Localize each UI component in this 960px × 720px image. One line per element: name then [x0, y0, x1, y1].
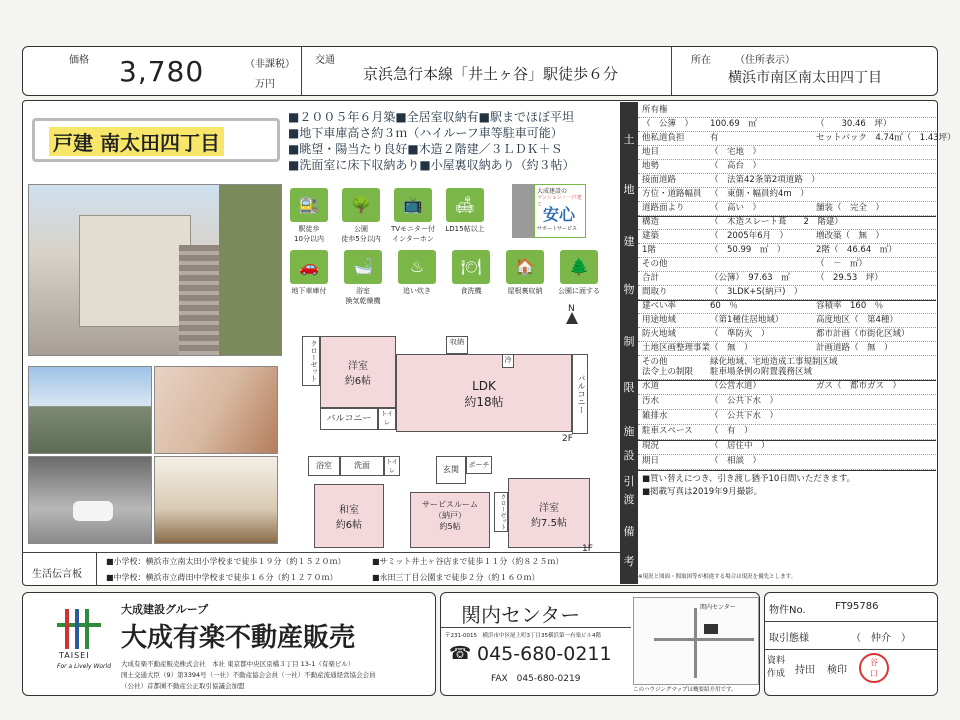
building-cell: （ 29.53 坪） — [816, 273, 883, 283]
logo-text: TAISEI — [59, 651, 90, 660]
building-cell: 増改築（ 無 ） — [816, 231, 885, 241]
icon-label: 公園に面する — [558, 287, 600, 295]
facility-row — [638, 395, 936, 410]
facility-cell: （ 公共下水 ） — [710, 396, 779, 406]
side-label: 限 — [623, 381, 635, 394]
side-label: 引 — [623, 475, 635, 488]
room-photo — [154, 366, 278, 454]
building-cell: 1階 — [642, 245, 656, 255]
badge-top: 大成建設の — [537, 188, 568, 195]
park-icon: 🌳 — [342, 188, 380, 222]
room-closet-1f: クローゼット — [494, 492, 508, 532]
feature-item: ■眺望・陽当たり良好■木造２階建／３ＬＤＫ＋Ｓ — [288, 142, 563, 156]
feature-item: ■洗面室に床下収納あり■小屋裏収納あり（約３帖） — [288, 158, 575, 172]
building-cell: 2階（ 46.64 ㎡） — [816, 245, 897, 255]
icon-label: 浴室 換気乾燥機 — [345, 287, 381, 305]
holder-label: 持田 — [795, 665, 815, 676]
building-cell: その他 — [642, 259, 668, 269]
property-title: 戸建 南太田四丁目 — [49, 127, 224, 156]
facility-cell: 駐車スペース — [642, 426, 693, 436]
life-item: ■小学校：横浜市立南太田小学校まで徒歩１９分（約１５２０ｍ） — [106, 557, 346, 566]
limit-row — [638, 356, 936, 380]
limit-cell: 容積率 160 ％ — [816, 301, 884, 311]
feature-item: ■２００５年６月築■全居室収納有■駅までほぼ平坦 — [288, 110, 575, 124]
building-row — [638, 230, 936, 244]
limit-row — [638, 300, 936, 314]
icon-label: 食洗機 — [460, 287, 482, 295]
header-bar — [22, 46, 938, 96]
building-cell: （公簿） 97.63 ㎡ — [710, 273, 790, 283]
company-name: 大成有楽不動産販売 — [121, 623, 356, 653]
side-label: 地 — [623, 183, 635, 196]
transport-label: 交通 — [315, 55, 335, 66]
room-closet-2f: クローゼット — [302, 336, 320, 386]
handover-row — [638, 440, 936, 455]
transport-value: 京浜急行本線「井土ヶ谷」駅徒歩６分 — [363, 65, 619, 83]
side-label: 備 — [623, 525, 635, 538]
building-cell: 合計 — [642, 273, 660, 283]
side-label: 渡 — [623, 493, 635, 506]
property-no: FT95786 — [835, 601, 879, 612]
limit-cell: （ 準防火 ） — [710, 329, 770, 339]
attic-icon: 🏠 — [506, 250, 544, 284]
limit-row — [638, 342, 936, 356]
land-row — [638, 174, 936, 188]
handover-cell: （ 居住中 ） — [710, 441, 770, 451]
footnote: ※現況と図面・間取図等が相違する場合は現況を優先とします。 — [638, 574, 797, 580]
life-item: ■中学校：横浜市立蒔田中学校まで徒歩１６分（約１２７０ｍ） — [106, 573, 338, 582]
floor-label-1f: 1F — [582, 544, 593, 554]
limit-cell: 用途地域 — [642, 315, 677, 325]
building-cell: （ 2005年6月 ） — [710, 231, 789, 241]
spec-table — [638, 102, 956, 584]
building-row — [638, 272, 936, 286]
building-cell: （ 3LDK+S(納戸) ） — [710, 287, 803, 297]
facility-cell: 水道 — [642, 381, 660, 391]
land-cell: 所有権 — [642, 105, 668, 115]
room-porch: ポーチ — [466, 456, 492, 474]
tax-note: （非課税） — [245, 59, 295, 70]
land-cell: 地目 — [642, 147, 660, 157]
price-label: 価格 — [69, 55, 89, 66]
garage-photo — [28, 456, 152, 544]
location-value: 横浜市南区南太田四丁目 — [728, 70, 882, 86]
building-cell: （ 木造スレート葺 2 階建） — [710, 217, 843, 227]
land-cell: （ 東側・幅員約4m ） — [710, 189, 809, 199]
approval-stamp: 谷口 — [859, 653, 889, 683]
side-label: 考 — [623, 555, 635, 568]
land-cell: セットバック 4.74㎡（ 1.43坪） — [816, 133, 956, 143]
handover-cell: 現況 — [642, 441, 660, 451]
phone-number[interactable]: 045-680-0211 — [477, 643, 612, 665]
land-cell: 接面道路 — [642, 175, 677, 185]
icon-label: 公園 徒歩5分以内 — [341, 225, 381, 243]
dishwasher-icon: 🍽 — [452, 250, 490, 284]
icon-label: 駅徒歩 10分以内 — [294, 225, 324, 243]
support-badge — [512, 184, 586, 238]
side-label: 建 — [623, 235, 635, 248]
floorplan — [296, 304, 614, 556]
side-label: 物 — [623, 283, 635, 296]
center-address: 〒231-0015 横浜市中区尾上町3丁目35横浜第一有楽ビル4階 — [445, 633, 601, 639]
taisei-logo-icon — [53, 609, 105, 649]
room-bath: 浴室 — [308, 456, 340, 476]
room-wash: 洗面 — [340, 456, 384, 476]
feature-list — [288, 108, 618, 172]
room-service: サービスルーム （納戸） 約5帖 — [410, 492, 490, 548]
building-row — [638, 216, 936, 230]
badge-main: 安心 — [543, 205, 576, 224]
life-item: ■永田三丁目公園まで徒歩２分（約１６０ｍ） — [372, 573, 540, 582]
center-name: 関内センター — [461, 603, 581, 627]
life-info-row — [22, 552, 620, 587]
land-row — [638, 160, 936, 174]
doc-label: 資料作成 — [767, 656, 786, 679]
property-title-box — [32, 118, 280, 162]
limit-cell: 土地区画整理事業 — [642, 343, 711, 353]
handover-cell: （ 相談 ） — [710, 456, 762, 466]
side-label: 制 — [623, 335, 635, 348]
view-photo — [28, 366, 152, 454]
icon-label: LD15帖以上 — [445, 225, 485, 233]
balcony-right: バルコニー — [572, 354, 588, 434]
land-row — [638, 118, 936, 132]
icon-label: 屋根裏収納 — [507, 287, 543, 295]
building-cell: （ 50.99 ㎡ ） — [710, 245, 786, 255]
land-cell: （ 高い ） — [710, 203, 762, 213]
footer-center — [440, 592, 760, 696]
property-no-label: 物件No. — [769, 605, 806, 616]
company-info: 大成有楽不動産販売株式会社 本社 東京都中央区京橋３丁目 13-1（有楽ビル） — [121, 660, 355, 668]
room-ldk: LDK 約18帖 — [396, 354, 572, 432]
land-cell: 方位・道路幅員 — [642, 189, 702, 199]
land-row — [638, 202, 936, 216]
land-cell: 舗装（ 完全 ） — [816, 203, 885, 213]
tv-monitor-icon: 📺 — [394, 188, 432, 222]
check-label: 検印 — [827, 665, 847, 676]
building-cell: 構造 — [642, 217, 660, 227]
limit-cell: （ 無 ） — [710, 343, 753, 353]
deal-label: 取引態様 — [769, 633, 809, 644]
logo-tagline: For a Lively World — [57, 663, 112, 670]
fax-number: FAX 045-680-0219 — [491, 674, 581, 684]
building-cell: （ － ㎡） — [816, 259, 868, 269]
land-cell: （ 公簿 ） — [642, 119, 694, 129]
footer-meta — [764, 592, 938, 696]
land-cell: 道路面より — [642, 203, 685, 213]
limit-cell: その他 法令上の制限 — [642, 357, 694, 377]
room-toilet-2f: トイレ — [378, 408, 396, 430]
facility-row — [638, 425, 936, 440]
limit-cell: 緑化地域、宅地造成工事規制区域 駐車場条例の附置義務区域 — [710, 357, 838, 377]
building-row — [638, 258, 936, 272]
room-western-75: 洋室 約7.5帖 — [508, 478, 590, 548]
limit-cell: （第1種住居地域） — [710, 315, 784, 325]
icon-label: TVモニター付 インターホン — [390, 225, 436, 243]
land-cell: 100.69 ㎡ — [710, 119, 757, 129]
note-item: ■買い替えにつき、引き渡し猶予10日間いただきます。 — [642, 474, 856, 484]
land-row — [638, 104, 936, 118]
limit-cell: 防火地域 — [642, 329, 677, 339]
icon-label: 地下車庫付 — [291, 287, 327, 295]
company-info: 国土交通大臣（9）第3394号（一社）不動産協会会員（一社）不動産流通経営協会会員 — [121, 671, 376, 679]
land-cell: （ 法第42条第2項道路 ） — [710, 175, 820, 185]
room-toilet-1f: トイレ — [384, 456, 400, 476]
side-label: 土 — [623, 133, 635, 146]
building-row — [638, 286, 936, 300]
map-label: 関内センター — [700, 604, 736, 611]
building-cell: 間取り — [642, 287, 668, 297]
phone-icon: ☎ — [449, 643, 472, 664]
land-cell: （ 高台 ） — [710, 161, 762, 171]
life-label: 生活伝言板 — [32, 569, 82, 580]
price-unit: 万円 — [255, 79, 275, 90]
balcony-bottom: バルコニー — [320, 408, 378, 430]
facility-cell: 雑排水 — [642, 411, 668, 421]
feature-item: ■地下車庫高さ約３ｍ（ハイルーフ車等駐車可能） — [288, 126, 563, 140]
land-cell: （ 宅地 ） — [710, 147, 762, 157]
limit-row — [638, 314, 936, 328]
facility-cell: ガス（ 都市ガス ） — [816, 381, 902, 391]
building-row — [638, 244, 936, 258]
park-face-icon: 🌲 — [560, 250, 598, 284]
side-label: 設 — [623, 449, 635, 462]
price-value: 3,780 — [119, 55, 205, 88]
room-fridge: 冷 — [502, 354, 514, 368]
floor-label-2f: 2F — [562, 434, 573, 444]
deal-value: （ 仲介 ） — [851, 633, 911, 644]
map-note: このハウジングマップは概要紹介用です。 — [633, 687, 737, 693]
land-row — [638, 146, 936, 160]
note-item: ■掲載写真は2019年9月撮影。 — [642, 487, 763, 497]
access-map — [633, 597, 759, 685]
side-label: 施 — [623, 425, 635, 438]
facility-cell: （ 公共下水 ） — [710, 411, 779, 421]
facility-cell: 汚水 — [642, 396, 660, 406]
land-cell: 他私道負担 — [642, 133, 685, 143]
spec-sidebar — [620, 102, 638, 584]
facility-row — [638, 380, 936, 395]
handover-row — [638, 455, 936, 470]
room-storage: 収納 — [446, 336, 468, 354]
land-row — [638, 132, 956, 146]
facility-cell: （ 有 ） — [710, 426, 753, 436]
land-cell: 地勢 — [642, 161, 660, 171]
location-label: 所在 — [691, 55, 711, 66]
living-photo — [154, 456, 278, 544]
facility-row — [638, 410, 936, 425]
north-label: N — [568, 304, 575, 314]
limit-row — [638, 328, 936, 342]
footer-company — [22, 592, 436, 696]
station-icon: 🚉 — [290, 188, 328, 222]
limit-cell: 60 ％ — [710, 301, 738, 311]
land-row — [638, 188, 936, 202]
limit-cell: 建ぺい率 — [642, 301, 677, 311]
room-japanese-6: 和室 約6帖 — [314, 484, 384, 548]
facility-cell: （公営水道） — [710, 381, 762, 391]
limit-cell: 高度地区（ 第4種） — [816, 315, 898, 325]
icon-label: 追い炊き — [403, 287, 431, 295]
room-western-6: 洋室 約6帖 — [320, 336, 396, 408]
building-cell: 建築 — [642, 231, 660, 241]
bath-dryer-icon: 🛁 — [344, 250, 382, 284]
room-entrance: 玄関 — [436, 456, 466, 484]
life-item: ■サミット井土ヶ谷店まで徒歩１１分（約８２５ｍ） — [372, 557, 564, 566]
exterior-photo — [28, 184, 282, 356]
limit-cell: 計画道路（ 無 ） — [816, 343, 893, 353]
location-note: （住所表示） — [735, 55, 795, 66]
reheat-icon: ♨ — [398, 250, 436, 284]
badge-mid: マンション・一戸建て — [537, 195, 582, 208]
limit-cell: 都市計画（市街化区域） — [816, 329, 910, 339]
handover-cell: 期日 — [642, 456, 660, 466]
badge-sub: サポートサービス — [537, 226, 578, 232]
land-cell: （ 30.46 坪） — [816, 119, 892, 129]
garage-icon: 🚗 — [290, 250, 328, 284]
company-info: （公社）首都圏不動産公正取引協議会加盟 — [121, 682, 245, 690]
ld15-icon: 🛋 — [446, 188, 484, 222]
land-cell: 有 — [710, 133, 719, 143]
group-name: 大成建設グループ — [121, 603, 209, 616]
